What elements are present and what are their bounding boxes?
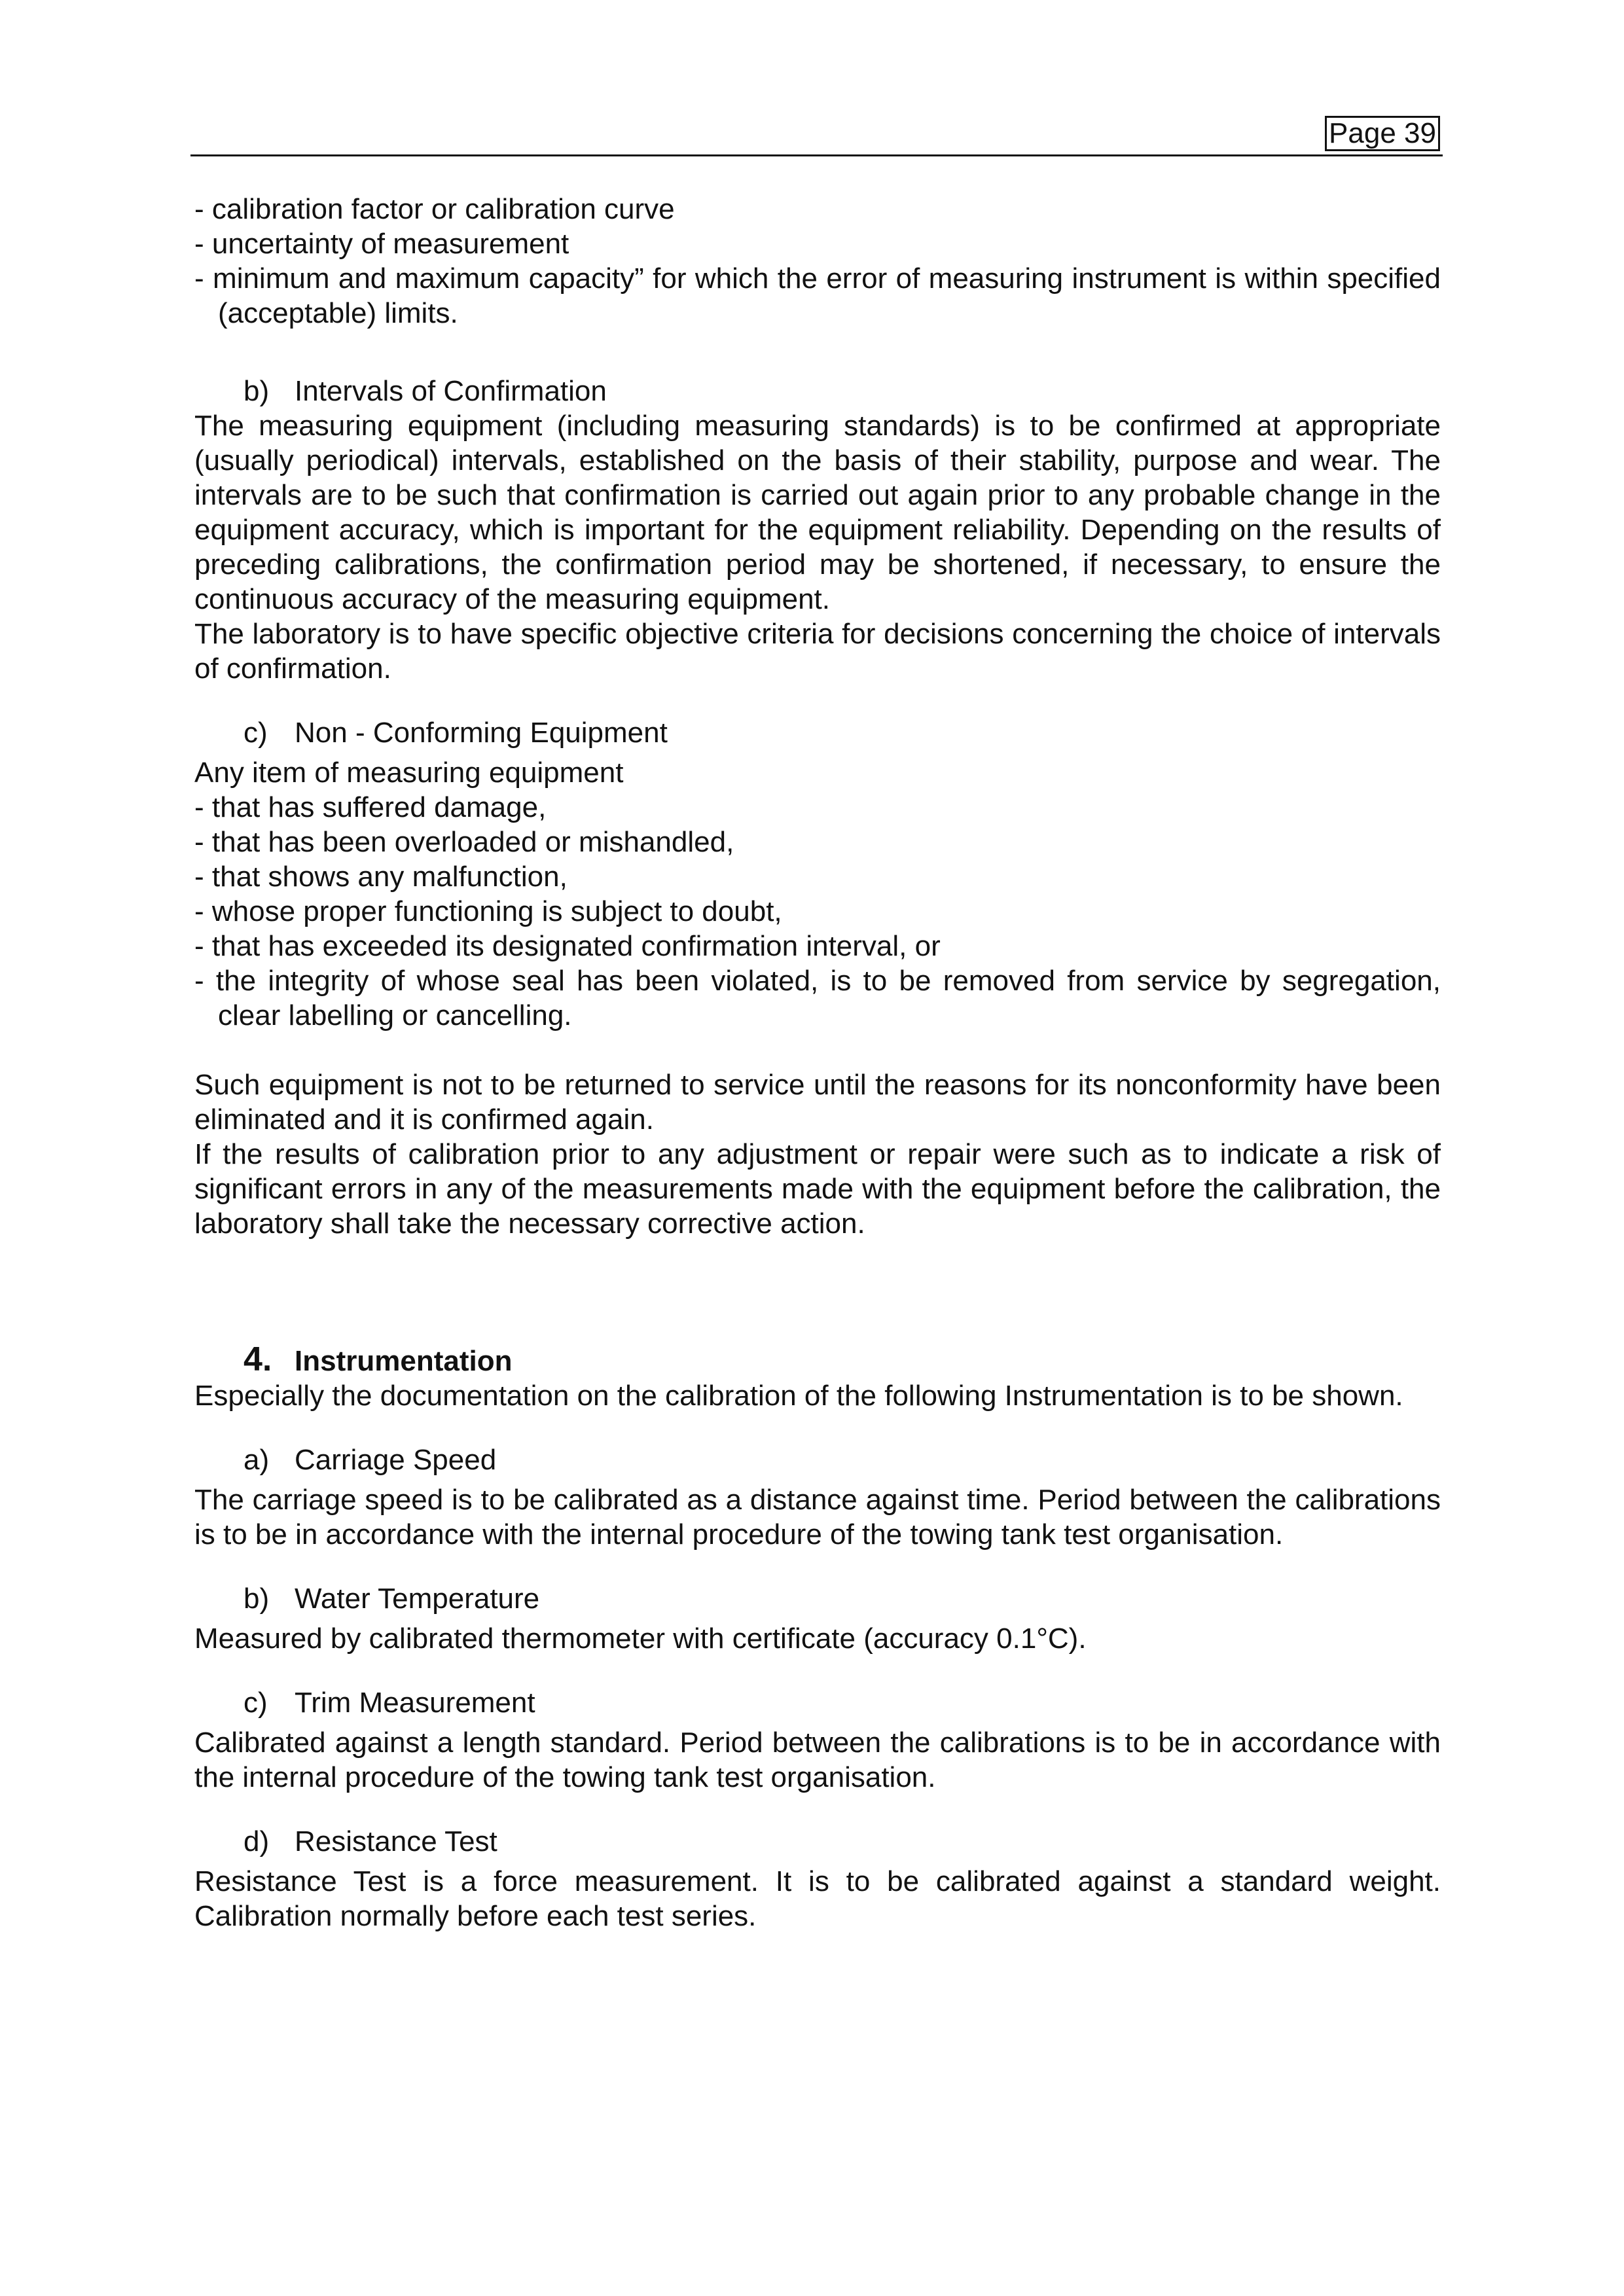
paragraph: Such equipment is not to be returned to service until the reasons for its nonconformity have been eliminated and it is confirmed again. <box>194 1069 1441 1136</box>
subheading-letter: a) <box>244 1444 270 1476</box>
list-item: - whose proper functioning is subject to doubt, <box>194 895 782 927</box>
list-item: - that has exceeded its designated confirmation interval, or <box>194 930 941 962</box>
list-item: - that has been overloaded or mishandled, <box>194 826 734 858</box>
section-title: Instrumentation <box>295 1345 513 1377</box>
list-item: - that shows any malfunction, <box>194 861 568 893</box>
subheading-letter: c) <box>244 1687 268 1719</box>
page-body <box>194 192 1441 1933</box>
paragraph: Resistance Test is a force measurement. It is to be calibrated against a standard weight. Calibration normally before each test series. <box>194 1865 1441 1932</box>
subheading-title: Non - Conforming Equipment <box>295 717 668 749</box>
subheading-letter: d) <box>244 1825 270 1857</box>
subheading-trim-measurement <box>194 1685 1441 1720</box>
list-item: - the integrity of whose seal has been violated, is to be removed from service by segregation, clear labelling or cancelling. <box>194 965 1441 1031</box>
list-item: - uncertainty of measurement <box>194 228 569 260</box>
list-item: - minimum and maximum capacity” for which the error of measuring instrument is within specified (acceptable) limits. <box>194 262 1441 329</box>
subheading-title: Resistance Test <box>295 1825 497 1857</box>
section-heading <box>194 1342 1441 1378</box>
subheading-letter: b) <box>244 375 270 407</box>
paragraph: The carriage speed is to be calibrated as a distance against time. Period between the calibrations is to be in accordance with the internal procedure of the towing tank test organisation. <box>194 1484 1441 1551</box>
subheading-title: Water Temperature <box>295 1583 540 1615</box>
paragraph: Measured by calibrated thermometer with certificate (accuracy 0.1°C). <box>194 1623 1087 1655</box>
subheading-letter: b) <box>244 1583 270 1615</box>
subheading-title: Intervals of Confirmation <box>295 375 607 407</box>
subheading-water-temperature <box>194 1581 1441 1616</box>
subheading-resistance-test <box>194 1824 1441 1859</box>
subheading-carriage-speed <box>194 1443 1441 1477</box>
paragraph: Calibrated against a length standard. Period between the calibrations is to be in accordance with the internal procedure of the towing tank test organisation. <box>194 1727 1441 1793</box>
subheading-non-conforming <box>194 715 1441 750</box>
header-rule <box>190 154 1443 156</box>
paragraph: The measuring equipment (including measuring standards) is to be confirmed at appropriate (usually periodical) intervals, established on the basis of their stability, purpose and wear. The intervals are to be such that confirmation is carried out again prior to any probable change in the equipment accuracy, which is important for the equipment reliability. Depending on the results of preceding calibrations, the confirmation period may be shortened, if necessary, to ensure the continuous accuracy of the measuring equipment. <box>194 410 1441 615</box>
list-item: - calibration factor or calibration curve <box>194 193 675 225</box>
paragraph: The laboratory is to have specific objective criteria for decisions concerning the choice of intervals of confirmation. <box>194 618 1441 685</box>
paragraph: If the results of calibration prior to any adjustment or repair were such as to indicate a risk of significant errors in any of the measurements made with the equipment before the calibration, the laboratory shall take the necessary corrective action. <box>194 1138 1441 1240</box>
subheading-title: Trim Measurement <box>295 1687 535 1719</box>
page-number: Page 39 <box>1325 116 1440 151</box>
subheading-title: Carriage Speed <box>295 1444 497 1476</box>
subheading-intervals <box>194 374 1441 408</box>
paragraph: Any item of measuring equipment <box>194 757 624 789</box>
subheading-letter: c) <box>244 717 268 749</box>
list-item: - that has suffered damage, <box>194 791 547 823</box>
paragraph: Especially the documentation on the calibration of the following Instrumentation is to be shown. <box>194 1380 1403 1412</box>
section-number: 4. <box>244 1340 272 1378</box>
